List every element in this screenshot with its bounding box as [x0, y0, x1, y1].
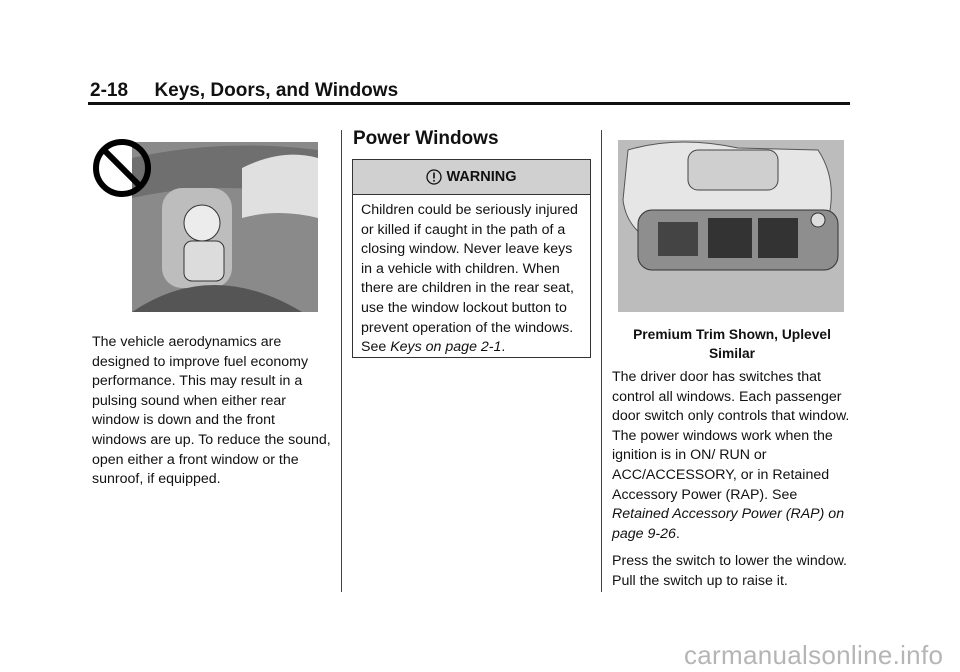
child-in-car-prohibited-illustration	[92, 138, 318, 312]
power-windows-paragraph	[612, 368, 852, 544]
warning-end: .	[501, 339, 506, 356]
section-title: Keys, Doors, and Windows	[154, 80, 399, 101]
page-header	[90, 80, 398, 102]
page-number: 2-18	[90, 80, 129, 101]
warning-header	[353, 160, 590, 195]
warning-link[interactable]: Keys on page 2-1	[390, 339, 502, 356]
warning-text: Children could be seriously injured or killed if caught in the path of a closing window. Never leave keys in a vehicle with children. When there are children in the rear seat, use the window lockout button to prevent operation of the windows. See	[361, 202, 578, 356]
column-divider	[341, 130, 342, 592]
switch-paragraph: Press the switch to lower the window. Pull the switch up to raise it.	[612, 553, 847, 589]
rap-link[interactable]: Retained Accessory Power (RAP) on page 9-26	[612, 506, 845, 542]
image-caption: Premium Trim Shown, Uplevel Similar	[633, 327, 831, 361]
warning-body	[353, 195, 590, 364]
door-window-switches-illustration	[618, 140, 844, 312]
section-heading: Power Windows	[353, 128, 499, 149]
warning-title: WARNING	[446, 169, 517, 185]
watermark: carmanualsonline.info	[684, 640, 944, 670]
warning-box	[352, 159, 591, 358]
paragraph-text: The driver door has switches that control all windows. Each passenger door switch only controls that window. The power windows work when the ignition is in ON/ RUN or ACC/ACCESSORY, or in Retained Accessory Power (RAP). See	[612, 369, 850, 503]
aerodynamics-paragraph: The vehicle aerodynamics are designed to improve fuel economy performance. This may result in a pulsing sound when either rear window is down and the front windows are up. To reduce the sound, open either a front window or the sunroof, if equipped.	[92, 334, 331, 488]
column-divider	[601, 130, 602, 592]
warning-triangle-icon	[426, 169, 442, 185]
right-text	[612, 368, 852, 600]
paragraph-end: .	[675, 525, 680, 542]
header-rule	[88, 102, 850, 105]
